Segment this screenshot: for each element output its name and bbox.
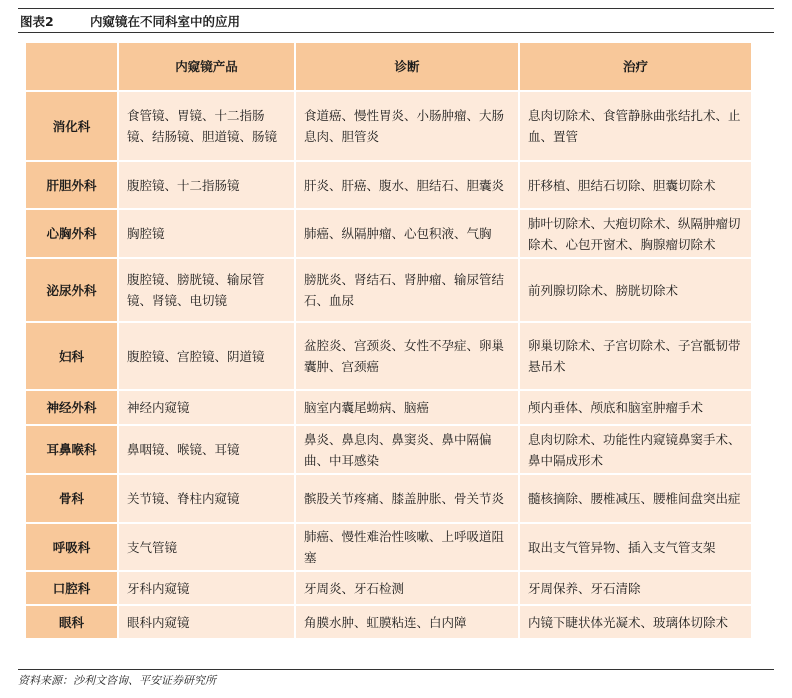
- dept-cell: 泌尿外科: [26, 259, 119, 323]
- source-note: 资料来源：沙利文咨询、平安证券研究所: [18, 669, 774, 688]
- table-row: [26, 259, 753, 323]
- diagnosis-cell: 牙周炎、牙石检测: [296, 572, 520, 606]
- table-header-row: [26, 43, 753, 92]
- table-row: [26, 475, 753, 524]
- treatment-cell: 息肉切除术、功能性内窥镜鼻窦手术、鼻中隔成形术: [520, 426, 753, 475]
- dept-cell: 眼科: [26, 606, 119, 640]
- dept-cell: 神经外科: [26, 391, 119, 426]
- dept-cell: 耳鼻喉科: [26, 426, 119, 475]
- dept-cell: 消化科: [26, 92, 119, 162]
- figure-title: 内窥镜在不同科室中的应用: [90, 13, 241, 29]
- dept-cell: 妇科: [26, 323, 119, 391]
- diagnosis-cell: 角膜水肿、虹膜粘连、白内障: [296, 606, 520, 640]
- table-row: [26, 391, 753, 426]
- diagnosis-cell: 盆腔炎、宫颈炎、女性不孕症、卵巢囊肿、宫颈癌: [296, 323, 520, 391]
- treatment-cell: 息肉切除术、食管静脉曲张结扎术、止血、置管: [520, 92, 753, 162]
- diagnosis-cell: 肺癌、慢性难治性咳嗽、上呼吸道阻塞: [296, 524, 520, 572]
- diagnosis-cell: 髌股关节疼痛、膝盖肿胀、骨关节炎: [296, 475, 520, 524]
- table-row: [26, 210, 753, 259]
- diagnosis-cell: 肝炎、肝癌、腹水、胆结石、胆囊炎: [296, 162, 520, 210]
- products-cell: 食管镜、胃镜、十二指肠镜、结肠镜、胆道镜、肠镜: [119, 92, 296, 162]
- products-cell: 神经内窥镜: [119, 391, 296, 426]
- table-row: [26, 572, 753, 606]
- dept-cell: 心胸外科: [26, 210, 119, 259]
- diagnosis-cell: 脑室内囊尾蚴病、脑癌: [296, 391, 520, 426]
- treatment-cell: 肺叶切除术、大疱切除术、纵隔肿瘤切除术、心包开窗术、胸腺瘤切除术: [520, 210, 753, 259]
- header-cell-diagnosis: 诊断: [296, 43, 520, 92]
- diagnosis-cell: 食道癌、慢性胃炎、小肠肿瘤、大肠息肉、胆管炎: [296, 92, 520, 162]
- header-cell-treatment: 治疗: [520, 43, 753, 92]
- treatment-cell: 取出支气管异物、插入支气管支架: [520, 524, 753, 572]
- header-cell-dept: [26, 43, 119, 92]
- treatment-cell: 颅内垂体、颅底和脑室肿瘤手术: [520, 391, 753, 426]
- products-cell: 支气管镜: [119, 524, 296, 572]
- dept-cell: 口腔科: [26, 572, 119, 606]
- products-cell: 腹腔镜、膀胱镜、输尿管镜、肾镜、电切镜: [119, 259, 296, 323]
- endoscope-applications-table: [26, 43, 753, 640]
- products-cell: 鼻咽镜、喉镜、耳镜: [119, 426, 296, 475]
- products-cell: 腹腔镜、宫腔镜、阴道镜: [119, 323, 296, 391]
- products-cell: 胸腔镜: [119, 210, 296, 259]
- figure-header: [18, 8, 774, 33]
- dept-cell: 肝胆外科: [26, 162, 119, 210]
- products-cell: 腹腔镜、十二指肠镜: [119, 162, 296, 210]
- treatment-cell: 牙周保养、牙石清除: [520, 572, 753, 606]
- diagnosis-cell: 肺癌、纵隔肿瘤、心包积液、气胸: [296, 210, 520, 259]
- diagnosis-cell: 膀胱炎、肾结石、肾肿瘤、输尿管结石、血尿: [296, 259, 520, 323]
- figure-label: 图表2: [20, 13, 54, 29]
- table-row: [26, 92, 753, 162]
- table-row: [26, 323, 753, 391]
- table-row: [26, 524, 753, 572]
- header-cell-products: 内窥镜产品: [119, 43, 296, 92]
- table-row: [26, 162, 753, 210]
- table-row: [26, 426, 753, 475]
- products-cell: 眼科内窥镜: [119, 606, 296, 640]
- table-row: [26, 606, 753, 640]
- treatment-cell: 肝移植、胆结石切除、胆囊切除术: [520, 162, 753, 210]
- dept-cell: 呼吸科: [26, 524, 119, 572]
- treatment-cell: 髓核摘除、腰椎减压、腰椎间盘突出症: [520, 475, 753, 524]
- treatment-cell: 前列腺切除术、膀胱切除术: [520, 259, 753, 323]
- treatment-cell: 内镜下睫状体光凝术、玻璃体切除术: [520, 606, 753, 640]
- diagnosis-cell: 鼻炎、鼻息肉、鼻窦炎、鼻中隔偏曲、中耳感染: [296, 426, 520, 475]
- treatment-cell: 卵巢切除术、子宫切除术、子宫骶韧带悬吊术: [520, 323, 753, 391]
- products-cell: 关节镜、脊柱内窥镜: [119, 475, 296, 524]
- products-cell: 牙科内窥镜: [119, 572, 296, 606]
- dept-cell: 骨科: [26, 475, 119, 524]
